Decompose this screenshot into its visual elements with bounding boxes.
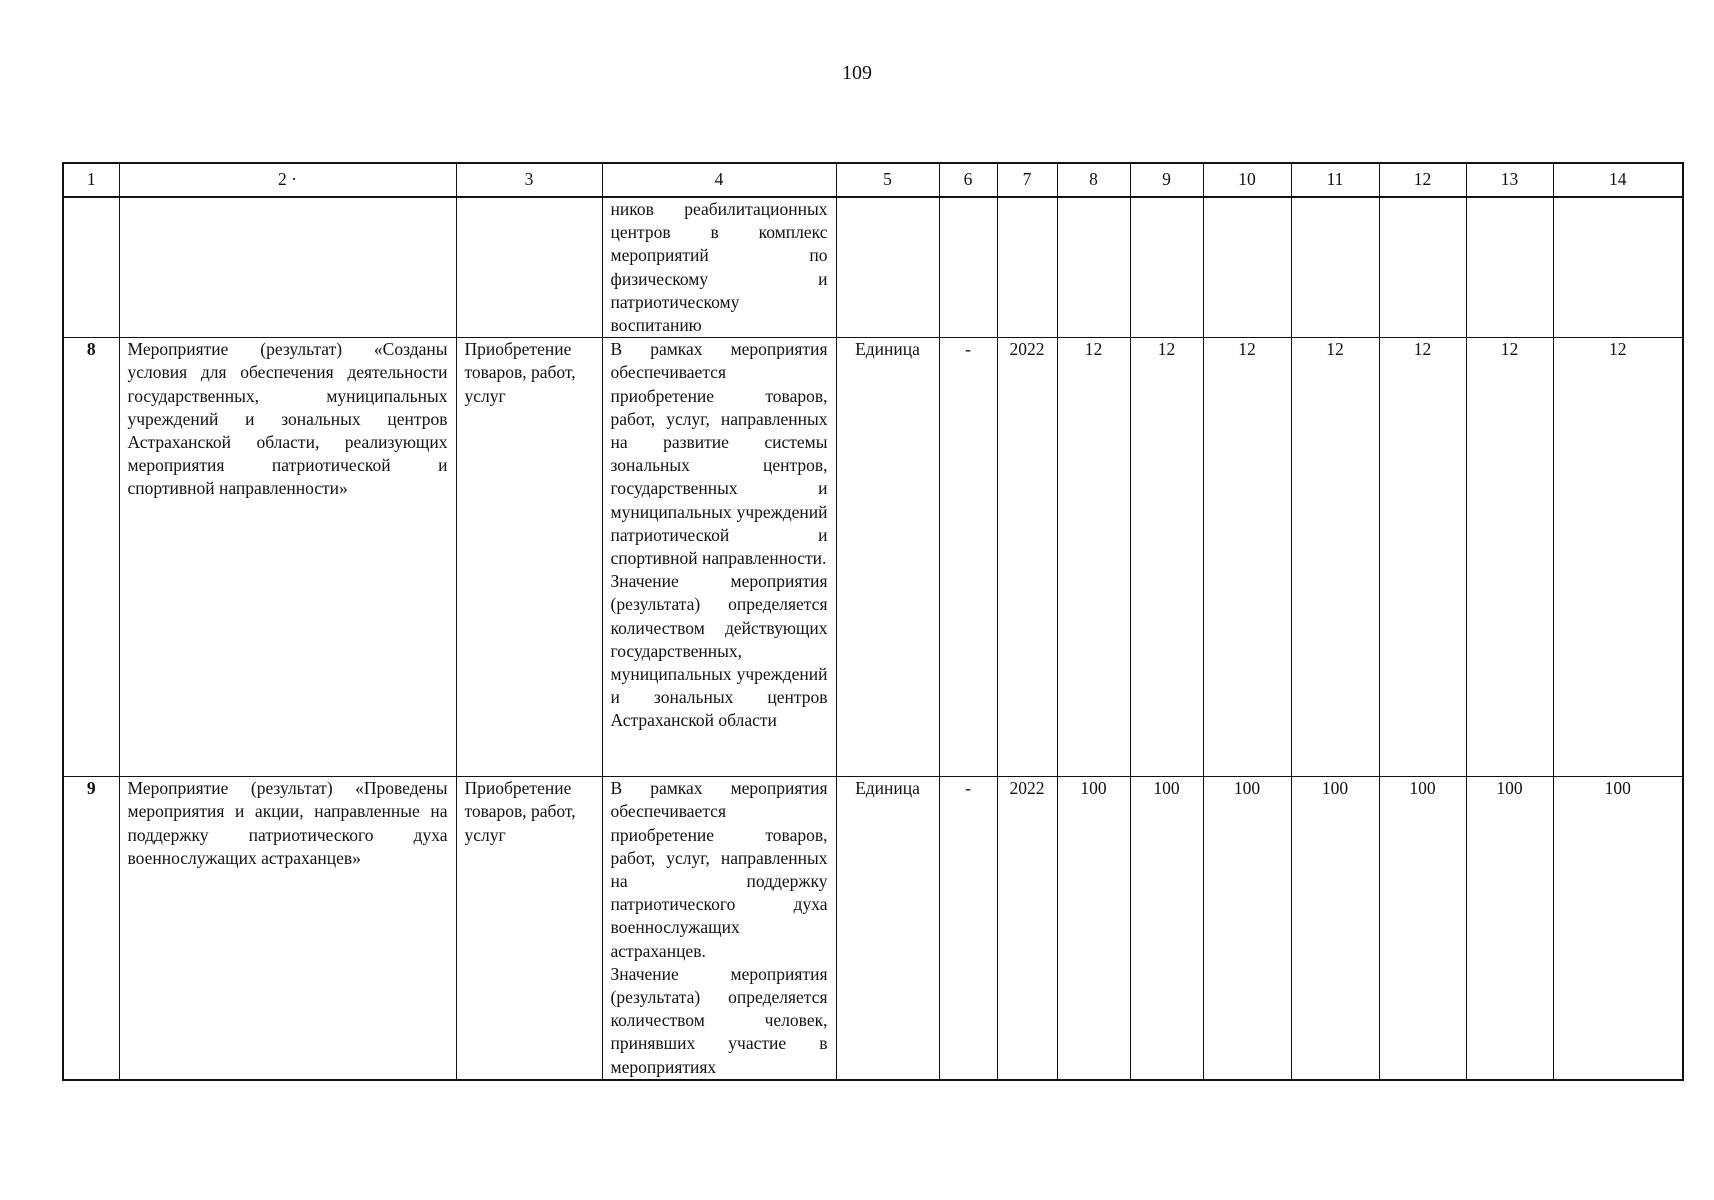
value-cell: 100 (1553, 777, 1683, 1080)
table-row (63, 338, 1683, 777)
header-cell: 14 (1553, 163, 1683, 197)
table-row-continuation (63, 197, 1683, 338)
table-cell (456, 197, 602, 338)
value-cell: 12 (1553, 338, 1683, 777)
table-cell (119, 197, 456, 338)
value-cell: 12 (1291, 338, 1379, 777)
table-cell (1379, 197, 1466, 338)
value-cell: 12 (1203, 338, 1291, 777)
measure-type: Приобретение товаров, работ, услуг (456, 777, 602, 1080)
measures-table (62, 162, 1684, 1081)
header-cell: 6 (939, 163, 997, 197)
table-cell (1466, 197, 1553, 338)
table-cell (1553, 197, 1683, 338)
measure-name: Мероприятие (результат) «Созданы условия для обеспечения деятельности государственных, муниципальных учреждений и зональных центров Астраханской области, реализующих мероприятия патриотической и спортивной направленности» (119, 338, 456, 777)
table-cell (939, 197, 997, 338)
header-cell: 12 (1379, 163, 1466, 197)
table-cell (1057, 197, 1130, 338)
base-value: - (939, 338, 997, 777)
value-cell: 100 (1379, 777, 1466, 1080)
table-cell (1291, 197, 1379, 338)
header-cell: 4 (602, 163, 836, 197)
value-cell: 12 (1379, 338, 1466, 777)
measure-description (602, 777, 836, 1080)
measure-name: Мероприятие (результат) «Проведены мероприятия и акции, направленные на поддержку патриотического духа военнослужащих астраханцев» (119, 777, 456, 1080)
header-row (63, 163, 1683, 197)
measure-description (602, 338, 836, 777)
table-cell (997, 197, 1057, 338)
header-cell: 7 (997, 163, 1057, 197)
value-cell: 100 (1466, 777, 1553, 1080)
table-cell (1203, 197, 1291, 338)
table-cell (836, 197, 939, 338)
continued-description: ников реабилитационных центров в комплекс мероприятий по физическому и патриотическому воспитанию (602, 197, 836, 338)
row-number: 8 (63, 338, 119, 777)
description-paragraph: В рамках мероприятия обеспечивается приобретение товаров, работ, услуг, направленных на поддержку патриотического духа военнослужащих астраханцев. (610, 778, 828, 961)
value-cell: 100 (1203, 777, 1291, 1080)
header-cell: 1 (63, 163, 119, 197)
header-cell: 3 (456, 163, 602, 197)
value-cell: 12 (1466, 338, 1553, 777)
row-number: 9 (63, 777, 119, 1080)
table-row (63, 777, 1683, 1080)
description-paragraph: В рамках мероприятия обеспечивается приобретение товаров, работ, услуг, направленных на развитие системы зональных центров, государственных и муниципальных учреждений патриотической и спортивной направленности. (610, 339, 828, 569)
header-cell: 11 (1291, 163, 1379, 197)
value-cell: 12 (1057, 338, 1130, 777)
header-cell: 2 · (119, 163, 456, 197)
header-cell: 10 (1203, 163, 1291, 197)
unit: Единица (836, 777, 939, 1080)
header-cell: 8 (1057, 163, 1130, 197)
measure-type: Приобретение товаров, работ, услуг (456, 338, 602, 777)
header-cell: 5 (836, 163, 939, 197)
base-year: 2022 (997, 338, 1057, 777)
value-cell: 100 (1130, 777, 1203, 1080)
table-cell (1130, 197, 1203, 338)
description-paragraph: Значение мероприятия (результата) определяется количеством человек, принявших участие в мероприятиях (610, 963, 828, 1077)
value-cell: 100 (1291, 777, 1379, 1080)
value-cell: 100 (1057, 777, 1130, 1080)
base-year: 2022 (997, 777, 1057, 1080)
header-cell: 13 (1466, 163, 1553, 197)
value-cell: 12 (1130, 338, 1203, 777)
base-value: - (939, 777, 997, 1080)
description-paragraph: Значение мероприятия (результата) определяется количеством действующих государственных, муниципальных учреждений и зональных центров Астраханской области (610, 571, 828, 731)
unit: Единица (836, 338, 939, 777)
table-cell (63, 197, 119, 338)
header-cell: 9 (1130, 163, 1203, 197)
page-number: 109 (842, 62, 872, 84)
